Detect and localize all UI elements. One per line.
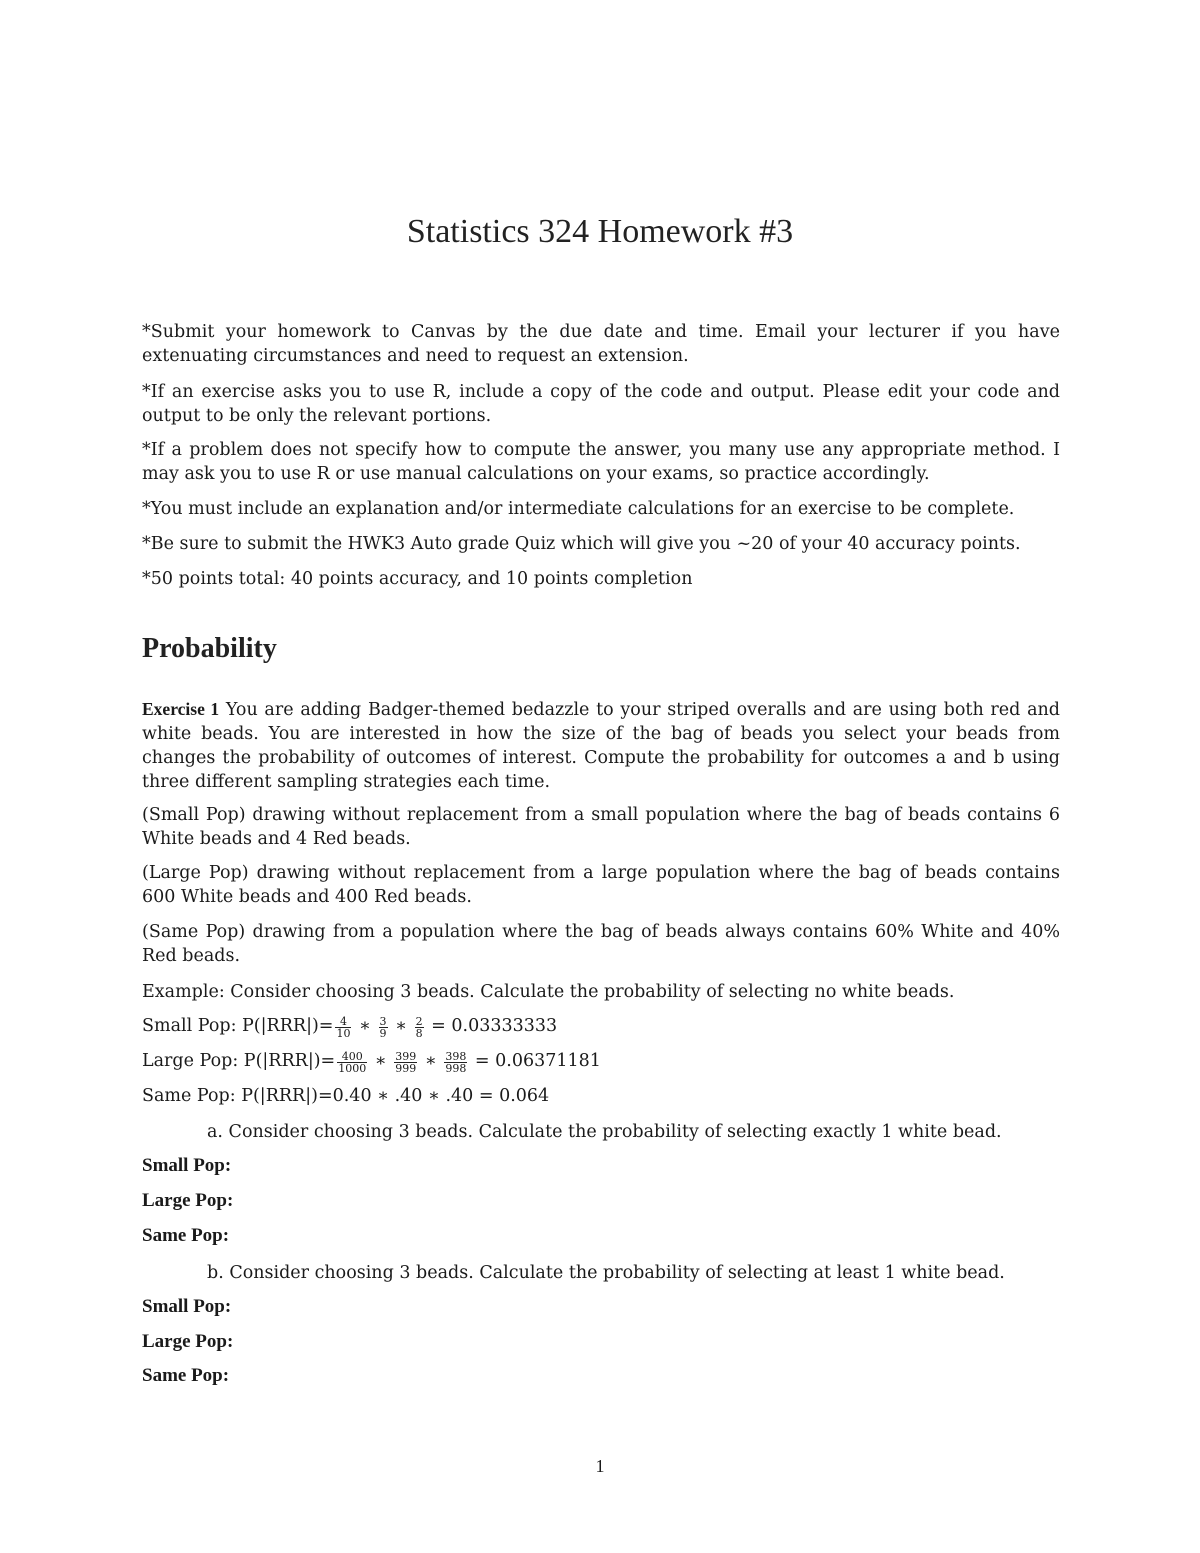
strategy-large-pop: (Large Pop) drawing without replacement from a large population where the bag of beads contains 600 White beads and 400 Red beads. — [142, 863, 1060, 907]
fraction-denominator: 998 — [445, 1062, 467, 1075]
example-small-result: = 0.03333333 — [431, 1016, 558, 1036]
fraction — [335, 1016, 351, 1039]
example-large-prefix: Large Pop: P(|RRR|)= — [142, 1051, 336, 1071]
fraction-denominator: 10 — [336, 1027, 351, 1040]
part-a-question: a. Consider choosing 3 beads. Calculate the probability of selecting exactly 1 white bead. — [207, 1122, 1002, 1142]
fraction — [444, 1051, 467, 1074]
multiply-operator: ∗ — [395, 1016, 407, 1036]
fraction-numerator: 3 — [379, 1015, 387, 1028]
page-title: Statistics 324 Homework #3 — [406, 213, 794, 250]
multiply-operator: ∗ — [359, 1016, 371, 1036]
multiply-operator: ∗ — [424, 1051, 437, 1071]
instruction-6: *50 points total: 40 points accuracy, and 10 points completion — [142, 569, 693, 589]
fraction — [415, 1016, 424, 1039]
part-a-same-pop-label: Same Pop: — [142, 1225, 230, 1246]
fraction — [379, 1016, 388, 1039]
instruction-1: *Submit your homework to Canvas by the due date and time. Email your lecturer if you have extenuating circumstances and need to request an extension. — [142, 322, 1060, 366]
fraction-denominator: 999 — [395, 1062, 417, 1075]
part-a-large-pop-label: Large Pop: — [142, 1190, 234, 1211]
part-b-question: b. Consider choosing 3 beads. Calculate the probability of selecting at least 1 white bead. — [207, 1263, 1005, 1283]
fraction-numerator: 400 — [337, 1051, 367, 1063]
exercise-body: You are adding Badger-themed bedazzle to your striped overalls and are using both red and white beads. You are interested in how the size of the bag of beads you select your beads from changes the probability of outcomes of interest. Compute the probability for outcomes a and b using three different sampling strategies each time. — [142, 700, 1060, 792]
strategy-same-pop: (Same Pop) drawing from a population where the bag of beads always contains 60% White and 40% Red beads. — [142, 922, 1060, 966]
part-a-small-pop-label: Small Pop: — [142, 1155, 232, 1176]
exercise-label: Exercise 1 — [142, 699, 220, 719]
fraction-numerator: 398 — [445, 1050, 467, 1063]
fraction-numerator: 399 — [395, 1050, 417, 1063]
part-b-small-pop-label: Small Pop: — [142, 1296, 232, 1317]
instruction-5: *Be sure to submit the HWK3 Auto grade Quiz which will give you ~20 of your 40 accuracy points. — [142, 534, 1021, 554]
section-heading: Probability — [142, 633, 277, 664]
instruction-4: *You must include an explanation and/or intermediate calculations for an exercise to be complete. — [142, 499, 1015, 519]
fraction-denominator: 9 — [379, 1027, 387, 1040]
example-intro: Example: Consider choosing 3 beads. Calculate the probability of selecting no white beads. — [142, 982, 955, 1002]
fraction-denominator: 8 — [415, 1027, 423, 1040]
page-number: 1 — [595, 1456, 605, 1476]
exercise-1-text — [142, 697, 1060, 794]
fraction-numerator: 2 — [415, 1015, 423, 1028]
multiply-operator: ∗ — [374, 1051, 387, 1071]
part-b-large-pop-label: Large Pop: — [142, 1331, 234, 1352]
fraction — [394, 1051, 417, 1074]
strategy-small-pop: (Small Pop) drawing without replacement from a small population where the bag of beads contains 6 White beads and 4 Red beads. — [142, 805, 1060, 849]
instruction-3: *If a problem does not specify how to compute the answer, you many use any appropriate method. I may ask you to use R or use manual calculations on your exams, so practice accordingly. — [142, 440, 1060, 484]
example-large-pop — [142, 1049, 601, 1074]
fraction-denominator: 1000 — [338, 1062, 367, 1075]
example-same-pop: Same Pop: P(|RRR|)=0.40 ∗ .40 ∗ .40 = 0.064 — [142, 1086, 550, 1106]
instruction-2: *If an exercise asks you to use R, include a copy of the code and output. Please edit your code and output to be only the relevant portions. — [142, 382, 1060, 426]
example-small-prefix: Small Pop: P(|RRR|)= — [142, 1016, 334, 1036]
fraction — [337, 1051, 367, 1074]
example-large-result: = 0.06371181 — [474, 1051, 601, 1071]
example-small-pop — [142, 1014, 557, 1039]
fraction-numerator: 4 — [335, 1016, 351, 1028]
part-b-same-pop-label: Same Pop: — [142, 1365, 230, 1386]
